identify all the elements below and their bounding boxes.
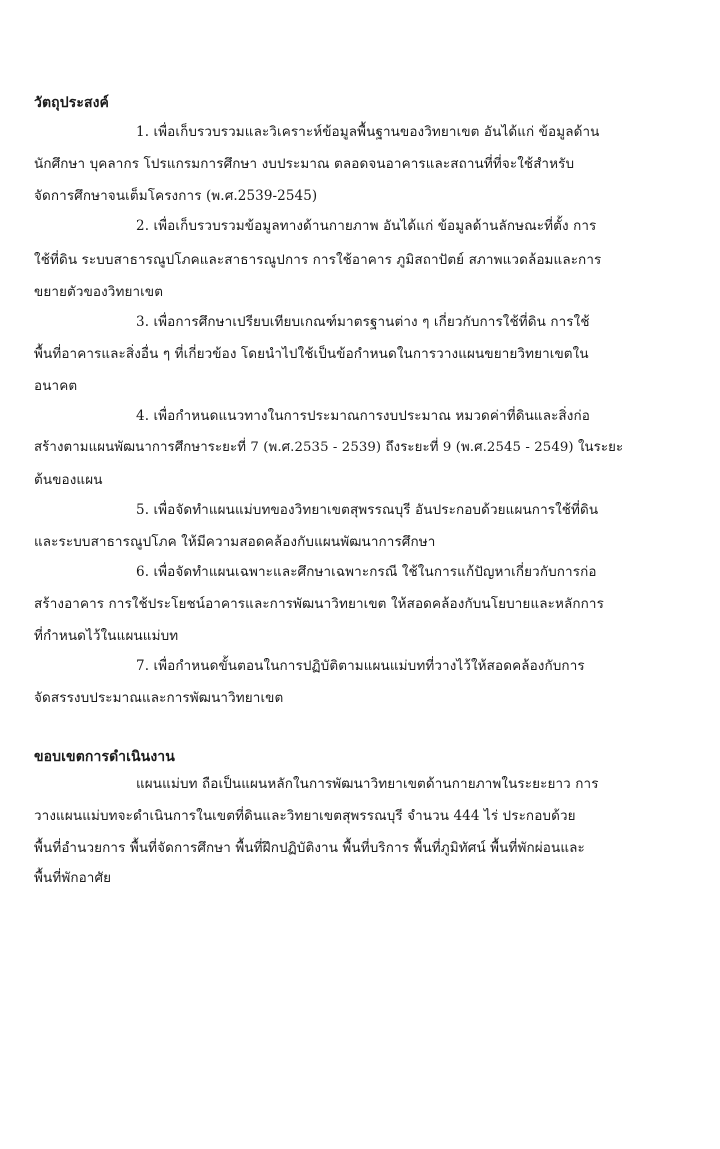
objective-3-line-3: อนาคต bbox=[34, 378, 78, 394]
scope-line-4: พื้นที่พักอาศัย bbox=[34, 870, 112, 886]
objective-4-line-2: สร้างตามแผนพัฒนาการศึกษาระยะที่ 7 (พ.ศ.2535 - 2539) ถึงระยะที่ 9 (พ.ศ.2545 - 2549) ในระยะ bbox=[34, 440, 624, 455]
objective-6-line-2: สร้างอาคาร การใช้ประโยชน์อาคารและการพัฒนาวิทยาเขต ให้สอดคล้องกับนโยบายและหลักการ bbox=[34, 596, 604, 612]
objectives-heading: วัตถุประสงค์ bbox=[34, 95, 110, 111]
objective-5-line-1: 5. เพื่อจัดทำแผนแม่บทของวิทยาเขตสุพรรณบุรี อันประกอบด้วยแผนการใช้ที่ดิน bbox=[136, 502, 599, 518]
objective-7-line-2: จัดสรรงบประมาณและการพัฒนาวิทยาเขต bbox=[34, 690, 284, 706]
objective-4-line-1: 4. เพื่อกำหนดแนวทางในการประมาณการงบประมาณ หมวดค่าที่ดินและสิ่งก่อ bbox=[136, 408, 590, 424]
objective-5-line-2: และระบบสาธารณูปโภค ให้มีความสอดคล้องกับแผนพัฒนาการศึกษา bbox=[34, 534, 436, 550]
scope-line-3: พื้นที่อำนวยการ พื้นที่จัดการศึกษา พื้นที่ฝึกปฏิบัติงาน พื้นที่บริการ พื้นที่ภูมิทัศน์ พื้นที่พักผ่อนและ bbox=[34, 840, 585, 856]
objective-2-line-1: 2. เพื่อเก็บรวบรวมข้อมูลทางด้านกายภาพ อันได้แก่ ข้อมูลด้านลักษณะที่ตั้ง การ bbox=[136, 218, 597, 234]
objective-2-line-2: ใช้ที่ดิน ระบบสาธารณูปโภคและสาธารณูปการ การใช้อาคาร ภูมิสถาปัตย์ สภาพแวดล้อมและการ bbox=[34, 252, 602, 268]
objective-3-line-2: พื้นที่อาคารและสิ่งอื่น ๆ ที่เกี่ยวข้อง โดยนำไปใช้เป็นข้อกำหนดในการวางแผนขยายวิทยาเขตใน bbox=[34, 346, 589, 362]
objective-6-line-3: ที่กำหนดไว้ในแผนแม่บท bbox=[34, 628, 179, 644]
objective-6-line-1: 6. เพื่อจัดทำแผนเฉพาะและศึกษาเฉพาะกรณี ใช้ในการแก้ปัญหาเกี่ยวกับการก่อ bbox=[136, 564, 597, 580]
scope-heading: ขอบเขตการดำเนินงาน bbox=[34, 749, 175, 765]
objective-3-line-1: 3. เพื่อการศึกษาเปรียบเทียบเกณฑ์มาตรฐานต่าง ๆ เกี่ยวกับการใช้ที่ดิน การใช้ bbox=[136, 314, 590, 330]
scope-line-2: วางแผนแม่บทจะดำเนินการในเขตที่ดินและวิทยาเขตสุพรรณบุรี จำนวน 444 ไร่ ประกอบด้วย bbox=[34, 808, 576, 824]
objective-1-line-1: 1. เพื่อเก็บรวบรวมและวิเคราะห์ข้อมูลพื้นฐานของวิทยาเขต อันได้แก่ ข้อมูลด้าน bbox=[136, 124, 600, 140]
scope-line-1: แผนแม่บท ถือเป็นแผนหลักในการพัฒนาวิทยาเขตด้านกายภาพในระยะยาว การ bbox=[136, 776, 599, 792]
objective-4-line-3: ต้นของแผน bbox=[34, 472, 103, 488]
objective-1-line-2: นักศึกษา บุคลากร โปรแกรมการศึกษา งบประมาณ ตลอดจนอาคารและสถานที่ที่จะใช้สำหรับ bbox=[34, 156, 575, 172]
objective-1-line-3: จัดการศึกษาจนเต็มโครงการ (พ.ศ.2539-2545) bbox=[34, 188, 318, 204]
objective-7-line-1: 7. เพื่อกำหนดขั้นตอนในการปฏิบัติตามแผนแม่บทที่วางไว้ให้สอดคล้องกับการ bbox=[136, 658, 585, 674]
objective-2-line-3: ขยายตัวของวิทยาเขต bbox=[34, 284, 164, 300]
